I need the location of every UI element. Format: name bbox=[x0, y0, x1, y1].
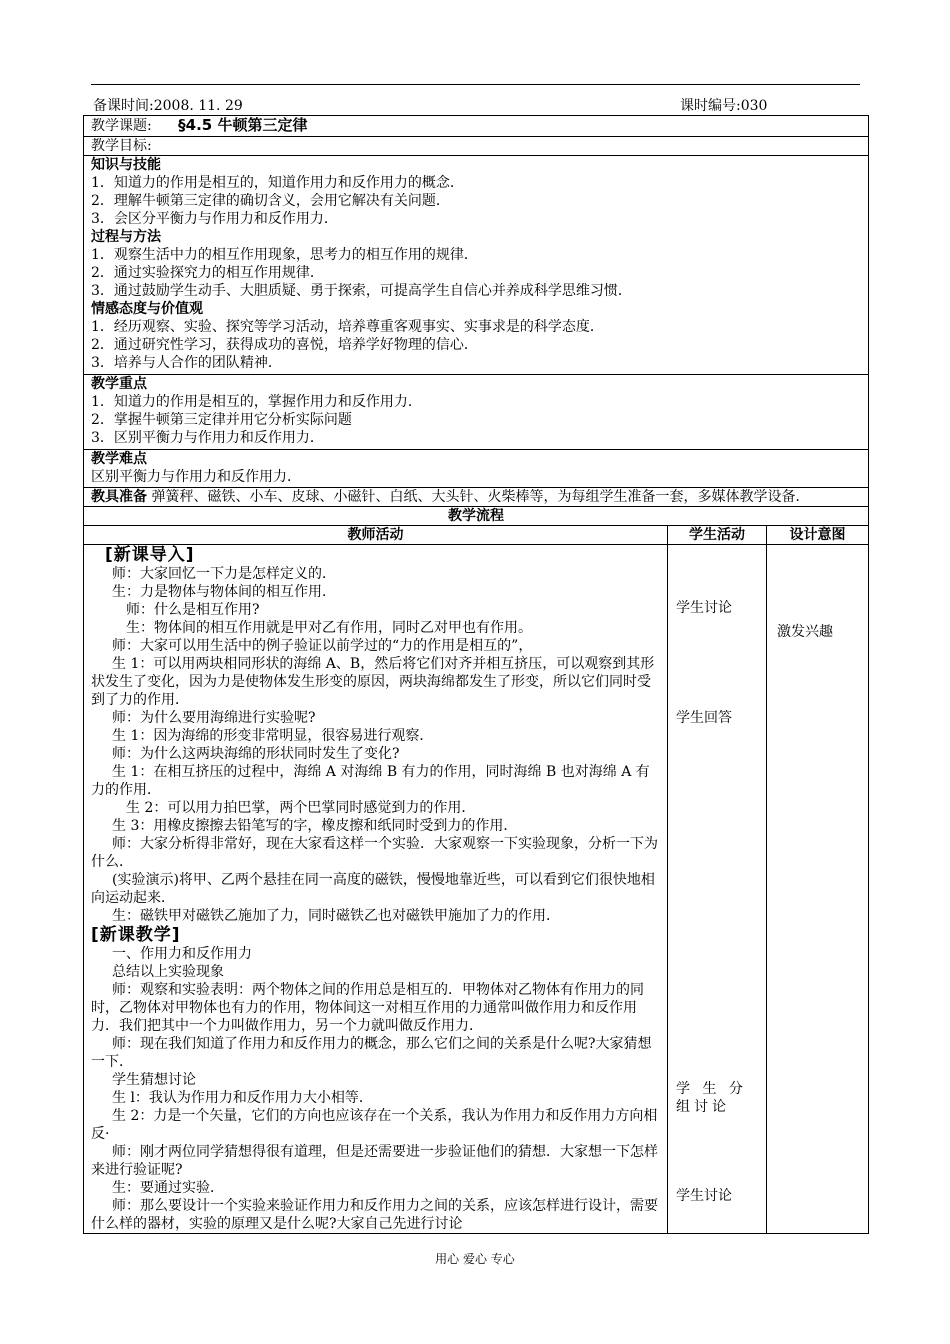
objectives-row bbox=[84, 156, 869, 375]
attitude-item: 1．经历观察、实验、探究等学习活动，培养尊重客观事实、实事求是的科学态度． bbox=[91, 319, 604, 335]
difficulty-row bbox=[84, 450, 869, 488]
lesson-line: 师：现在我们知道了作用力和反作用力的概念，那么它们之间的关系是什么呢?大家猜想一下． bbox=[91, 1036, 652, 1070]
student-discuss-label-2: 学生讨论 bbox=[676, 1188, 732, 1204]
flow-title: 教学流程 bbox=[84, 507, 869, 526]
intro-line: 师：为什么这两块海绵的形状同时发生了变化? bbox=[112, 746, 400, 762]
key-point-item: 3．区别平衡力与作用力和反作用力． bbox=[91, 430, 324, 446]
header-rule bbox=[91, 84, 860, 85]
goals-label: 教学目标: bbox=[84, 137, 869, 156]
tools-row bbox=[84, 488, 869, 507]
knowledge-heading: 知识与技能 bbox=[91, 157, 161, 173]
process-item: 3．通过鼓励学生动手、大胆质疑、勇于探索，可提高学生自信心并养成科学思维习惯． bbox=[91, 283, 632, 299]
key-points-heading: 教学重点 bbox=[91, 376, 147, 392]
tools-heading: 教具准备 bbox=[91, 489, 147, 505]
intro-line: 生：物体间的相互作用就是甲对乙有作用，同时乙对甲也有作用。 bbox=[126, 620, 532, 636]
attitude-item: 3．培养与人合作的团队精神． bbox=[91, 355, 282, 371]
topic-label: 教学课题: bbox=[91, 118, 152, 134]
knowledge-item: 1．知道力的作用是相互的，知道作用力和反作用力的概念． bbox=[91, 175, 464, 191]
key-points-row bbox=[84, 375, 869, 450]
intro-line: 师：大家可以用生活中的例子验证以前学过的“力的作用是相互的”， bbox=[112, 638, 533, 654]
prep-time: 备课时间:2008. 11. 29 bbox=[93, 98, 243, 114]
intro-line: 生 1：因为海绵的形变非常明显，很容易进行观察． bbox=[112, 728, 434, 744]
process-item: 1．观察生活中力的相互作用现象，思考力的相互作用的规律． bbox=[91, 247, 478, 263]
intro-line: 生：磁铁甲对磁铁乙施加了力，同时磁铁乙也对磁铁甲施加了力的作用． bbox=[112, 908, 560, 924]
intro-line: 生 1：在相互挤压的过程中，海绵 A 对海绵 B 有力的作用，同时海绵 B 也对海绵 A 有力的作用． bbox=[91, 764, 650, 798]
lesson-plan-table bbox=[83, 115, 869, 1234]
knowledge-item: 3．会区分平衡力与作用力和反作用力． bbox=[91, 211, 338, 227]
flow-body-row bbox=[84, 545, 869, 1234]
attitude-heading: 情感态度与价值观 bbox=[91, 301, 203, 317]
lesson-line: 师：刚才两位同学猜想得很有道理，但是还需要进一步验证他们的猜想．大家想一下怎样来进行验证呢? bbox=[91, 1144, 658, 1178]
col-teacher-activity: 教师活动 bbox=[84, 526, 668, 545]
page-footer: 用心 爱心 专心 bbox=[435, 1252, 515, 1266]
flow-title-row bbox=[84, 507, 869, 526]
flow-header-row bbox=[84, 526, 869, 545]
intro-heading: [新课导入] bbox=[105, 545, 195, 565]
difficulty-text: 区别平衡力与作用力和反作用力． bbox=[91, 469, 301, 485]
intro-line: 生 1：可以用两块相同形状的海绵 A、B，然后将它们对齐并相互挤压，可以观察到其形状发生了变化，因为力是使物体发生形变的原因，两块海绵都发生了形变，所以它们同时受到了力的作用． bbox=[91, 656, 655, 708]
lesson-line: 一、作用力和反作用力 bbox=[112, 946, 252, 962]
intro-line: 生 2：可以用力拍巴掌，两个巴掌同时感觉到力的作用． bbox=[126, 800, 476, 816]
intro-line: 师：为什么要用海绵进行实验呢? bbox=[112, 710, 316, 726]
intro-line: (实验演示)将甲、乙两个悬挂在同一高度的磁铁，慢慢地靠近些，可以看到它们很快地相向运动起来． bbox=[91, 872, 655, 906]
process-heading: 过程与方法 bbox=[91, 229, 161, 245]
col-design-intent: 设计意图 bbox=[767, 526, 869, 545]
intro-line: 生 3：用橡皮擦擦去铅笔写的字，橡皮擦和纸同时受到力的作用． bbox=[112, 818, 518, 834]
key-point-item: 2．掌握牛顿第三定律并用它分析实际问题 bbox=[91, 412, 352, 428]
intro-line: 师：大家分析得非常好，现在大家看这样一个实验．大家观察一下实验现象，分析一下为什么． bbox=[91, 836, 658, 870]
topic-row bbox=[84, 116, 869, 137]
process-item: 2．通过实验探究力的相互作用规律． bbox=[91, 265, 324, 281]
intro-line: 生：力是物体与物体间的相互作用． bbox=[112, 584, 336, 600]
knowledge-item: 2．理解牛顿第三定律的确切含义，会用它解决有关问题． bbox=[91, 193, 450, 209]
student-group-discuss-label: 学 生 分 组讨论 bbox=[676, 1081, 747, 1115]
lesson-line: 生：要通过实验． bbox=[112, 1180, 224, 1196]
lesson-line: 总结以上实验现象 bbox=[112, 964, 224, 980]
goals-row bbox=[84, 137, 869, 156]
teacher-activity-cell bbox=[84, 545, 668, 1234]
lesson-line: 学生猜想讨论 bbox=[112, 1072, 196, 1088]
intro-line: 师：大家回忆一下力是怎样定义的． bbox=[112, 566, 336, 582]
attitude-item: 2．通过研究性学习，获得成功的喜悦，培养学好物理的信心． bbox=[91, 337, 478, 353]
lesson-number: 课时编号:030 bbox=[680, 98, 768, 114]
col-student-activity: 学生活动 bbox=[668, 526, 767, 545]
new-lesson-heading: [新课教学] bbox=[91, 925, 181, 945]
design-intent-interest: 激发兴趣 bbox=[777, 624, 833, 640]
tools-text: 弹簧秤、磁铁、小车、皮球、小磁针、白纸、大头针、火柴棒等，为每组学生准备一套，多媒体教学设备． bbox=[147, 489, 810, 505]
design-intent-cell bbox=[767, 545, 869, 1234]
lesson-line: 师：那么要设计一个实验来验证作用力和反作用力之间的关系，应该怎样进行设计，需要什么样的器材，实验的原理又是什么呢?大家自己先进行讨论 bbox=[91, 1198, 658, 1232]
student-discuss-label: 学生讨论 bbox=[676, 600, 732, 616]
key-point-item: 1．知道力的作用是相互的，掌握作用力和反作用力． bbox=[91, 394, 422, 410]
student-answer-label: 学生回答 bbox=[676, 710, 732, 726]
intro-line: 师：什么是相互作用? bbox=[126, 602, 260, 618]
lesson-line: 生 2：力是一个矢量，它们的方向也应该存在一个关系，我认为作用力和反作用力方向相反· bbox=[91, 1108, 658, 1142]
student-activity-cell bbox=[668, 545, 767, 1234]
lesson-line: 生 l：我认为作用力和反作用力大小相等． bbox=[112, 1090, 373, 1106]
lesson-line: 师：观察和实验表明：两个物体之间的作用总是相互的．甲物体对乙物体有作用力的同时，乙物体对甲物体也有力的作用，物体间这一对相互作用的力通常叫做作用力和反作用力．我们把其中一个力叫做作用力，另一个力就叫做反作用力． bbox=[91, 982, 644, 1034]
lesson-topic: §4.5 牛顿第三定律 bbox=[178, 116, 308, 134]
difficulty-heading: 教学难点 bbox=[91, 451, 147, 467]
